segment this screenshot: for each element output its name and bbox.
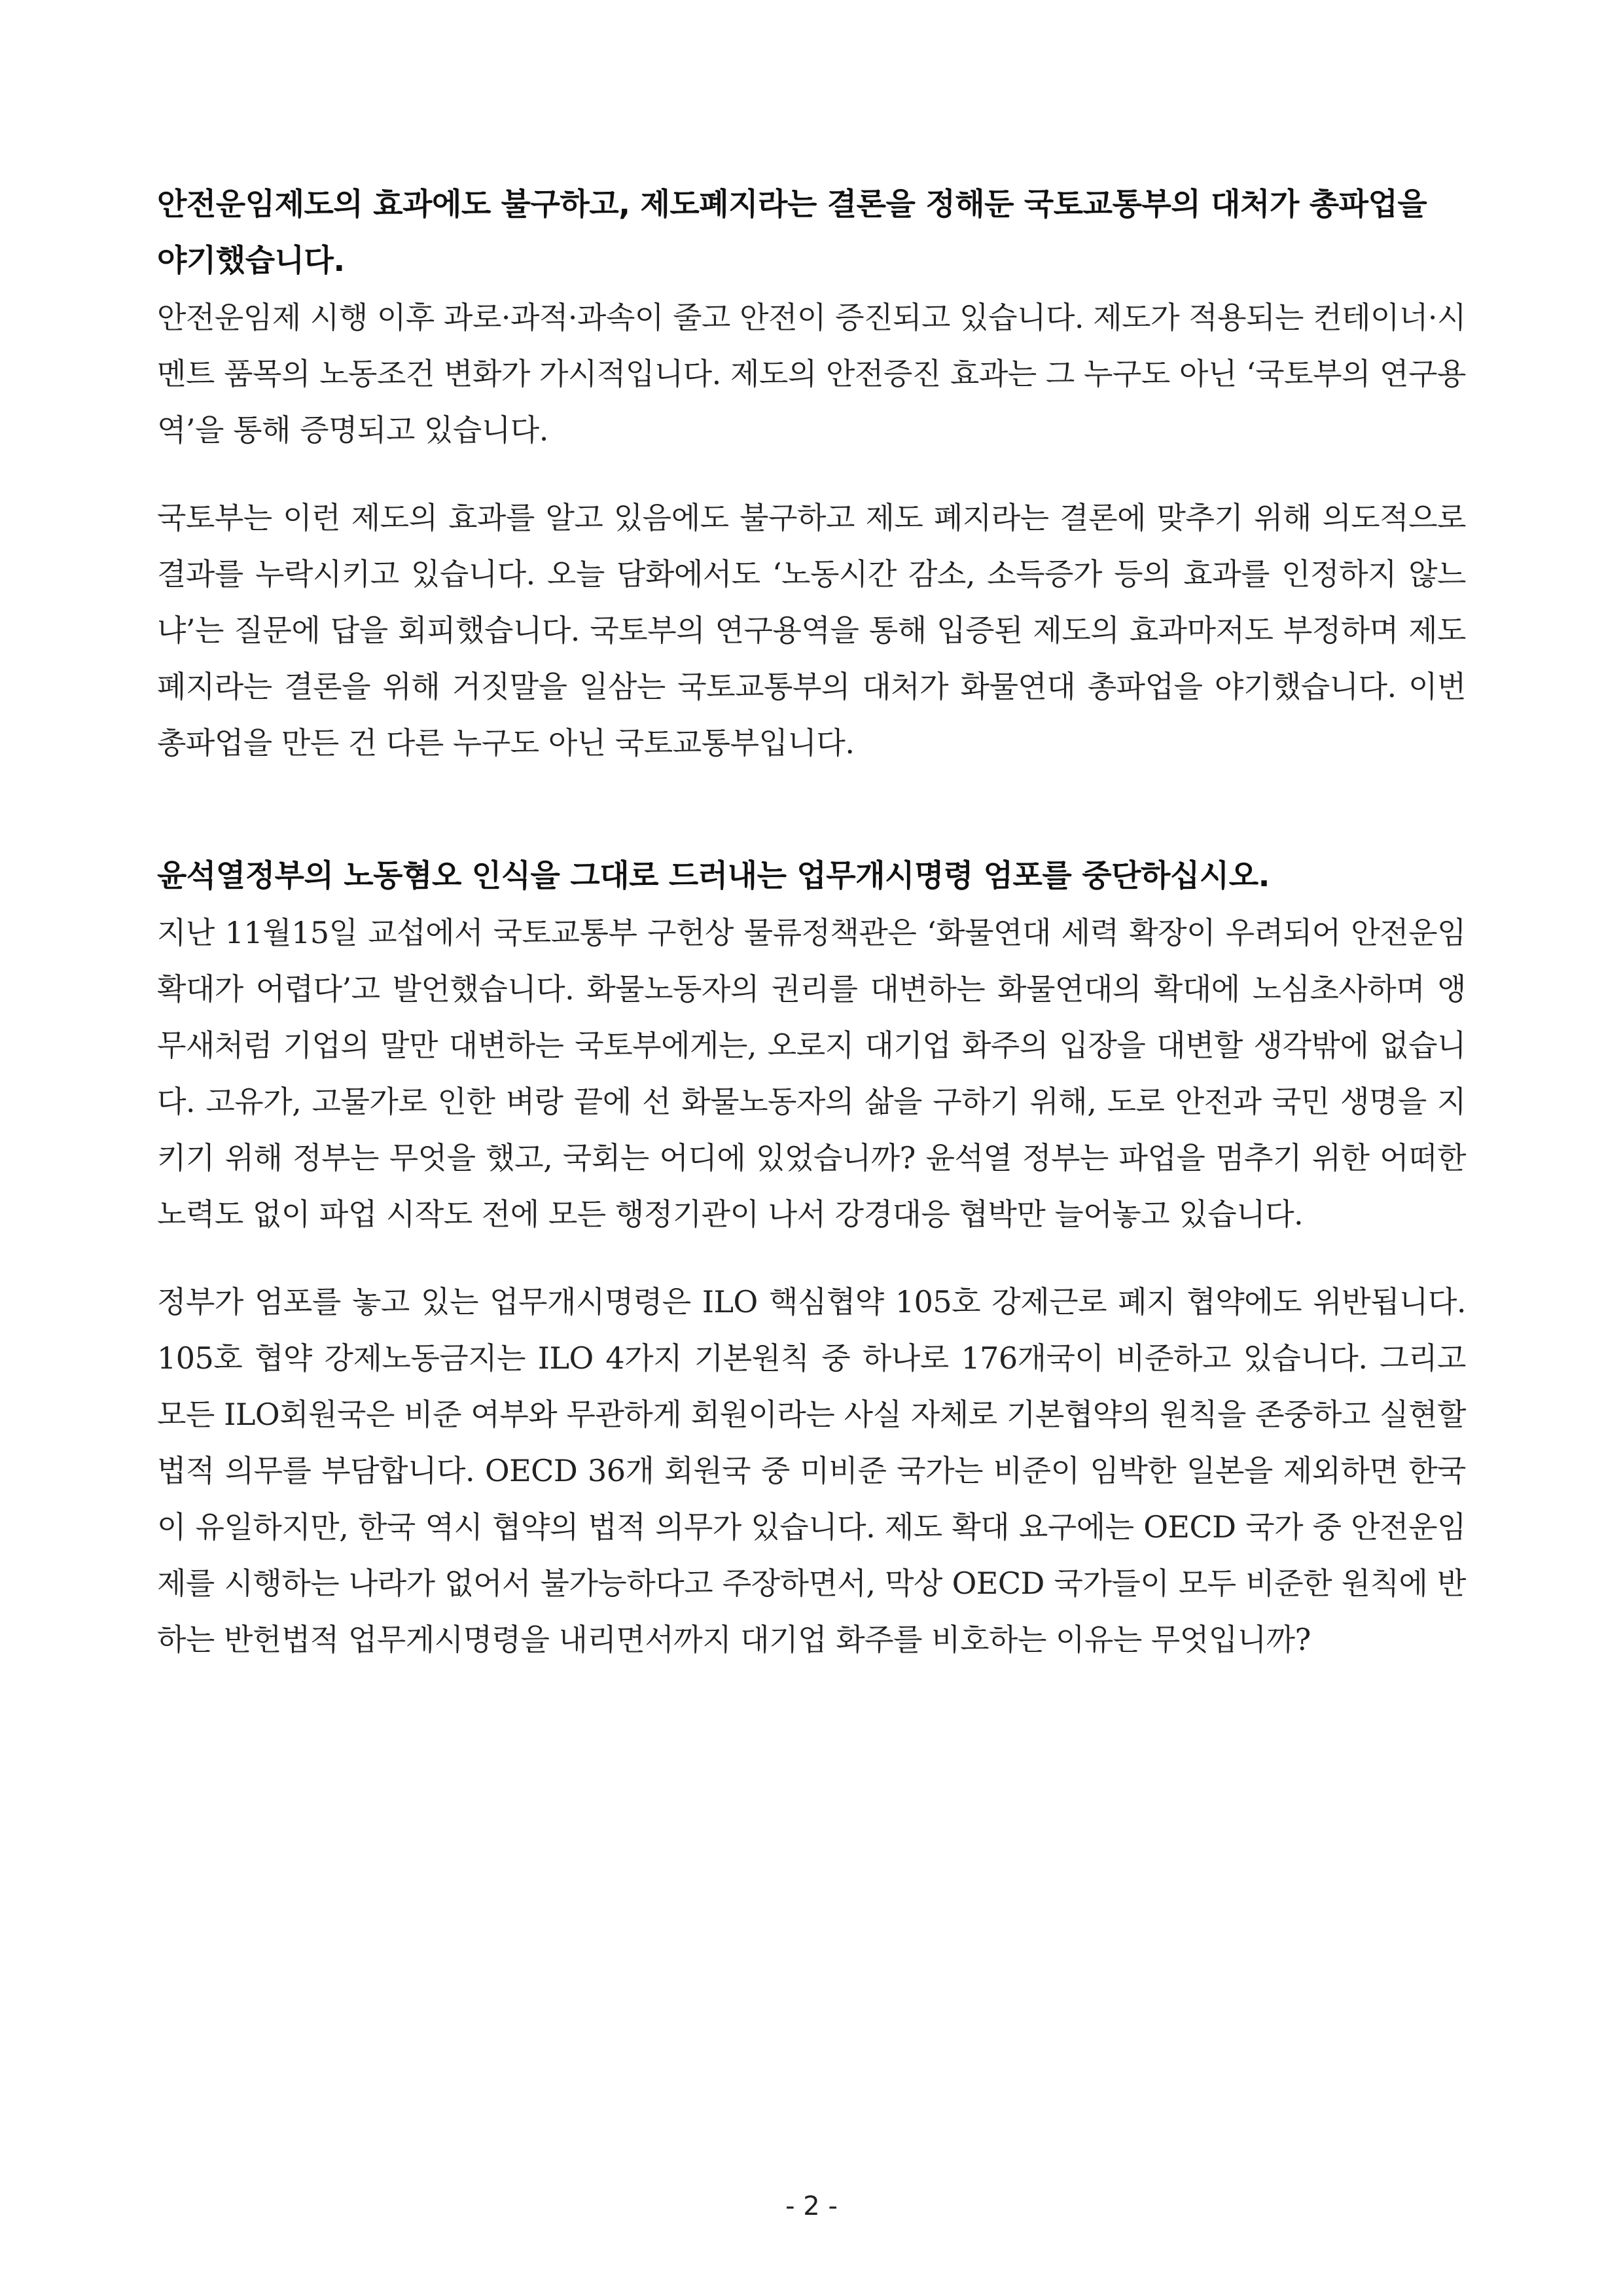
section-heading: 안전운임제도의 효과에도 불구하고, 제도폐지라는 결론을 정해둔 국토교통부의 대처가 총파업을 야기했습니다. [157, 187, 1427, 279]
section-work-order [157, 848, 1466, 1668]
paragraph: 지난 11월15일 교섭에서 국토교통부 구헌상 물류정책관은 ‘화물연대 세력 확장이 우려되어 안전운임 확대가 어렵다’고 발언했습니다. 화물노동자의 권리를 대변하는 화물연대의 확대에 노심초사하며 앵무새처럼 기업의 말만 대변하는 국토부에게는, 오로지 대기업 화주의 입장을 대변할 생각밖에 없습니다. 고유가, 고물가로 인한 벼랑 끝에 선 화물노동자의 삶을 구하기 위해, 도로 안전과 국민 생명을 지키기 위해 정부는 무엇을 했고, 국회는 어디에 있었습니까? 윤석열 정부는 파업을 멈추기 위한 어떠한 노력도 없이 파업 시작도 전에 모든 행정기관이 나서 강경대응 협박만 늘어놓고 있습니다. [157, 915, 1466, 1232]
section-safe-freight [157, 177, 1466, 771]
paragraph: 국토부는 이런 제도의 효과를 알고 있음에도 불구하고 제도 폐지라는 결론에 맞추기 위해 의도적으로 결과를 누락시키고 있습니다. 오늘 담화에서도 ‘노동시간 감소, 소득증가 등의 효과를 인정하지 않느냐’는 질문에 답을 회피했습니다. 국토부의 연구용역을 통해 입증된 제도의 효과마저도 부정하며 제도 폐지라는 결론을 위해 거짓말을 일삼는 국토교통부의 대처가 화물연대 총파업을 야기했습니다. 이번 총파업을 만든 건 다른 누구도 아닌 국토교통부입니다. [157, 500, 1466, 761]
paragraph: 정부가 엄포를 놓고 있는 업무개시명령은 ILO 핵심협약 105호 강제근로 폐지 협약에도 위반됩니다. 105호 협약 강제노동금지는 ILO 4가지 기본원칙 중 하나로 176개국이 비준하고 있습니다. 그리고 모든 ILO회원국은 비준 여부와 무관하게 회원이라는 사실 자체로 기본협약의 원칙을 존중하고 실현할 법적 의무를 부담합니다. OECD 36개 회원국 중 미비준 국가는 비준이 임박한 일본을 제외하면 한국이 유일하지만, 한국 역시 협약의 법적 의무가 있습니다. 제도 확대 요구에는 OECD 국가 중 안전운임제를 시행하는 나라가 없어서 불가능하다고 주장하면서, 막상 OECD 국가들이 모두 비준한 원칙에 반하는 반헌법적 업무게시명령을 내리면서까지 대기업 화주를 비호하는 이유는 무엇입니까? [157, 1284, 1466, 1657]
paragraph: 안전운임제 시행 이후 과로·과적·과속이 줄고 안전이 증진되고 있습니다. 제도가 적용되는 컨테이너·시멘트 품목의 노동조건 변화가 가시적입니다. 제도의 안전증진 효과는 그 누구도 아닌 ‘국토부의 연구용역’을 통해 증명되고 있습니다. [157, 300, 1466, 448]
section-heading: 윤석열정부의 노동혐오 인식을 그대로 드러내는 업무개시명령 엄포를 중단하십시오. [157, 858, 1270, 894]
document-body [157, 177, 1466, 1668]
page-number: - 2 - [785, 2191, 838, 2221]
